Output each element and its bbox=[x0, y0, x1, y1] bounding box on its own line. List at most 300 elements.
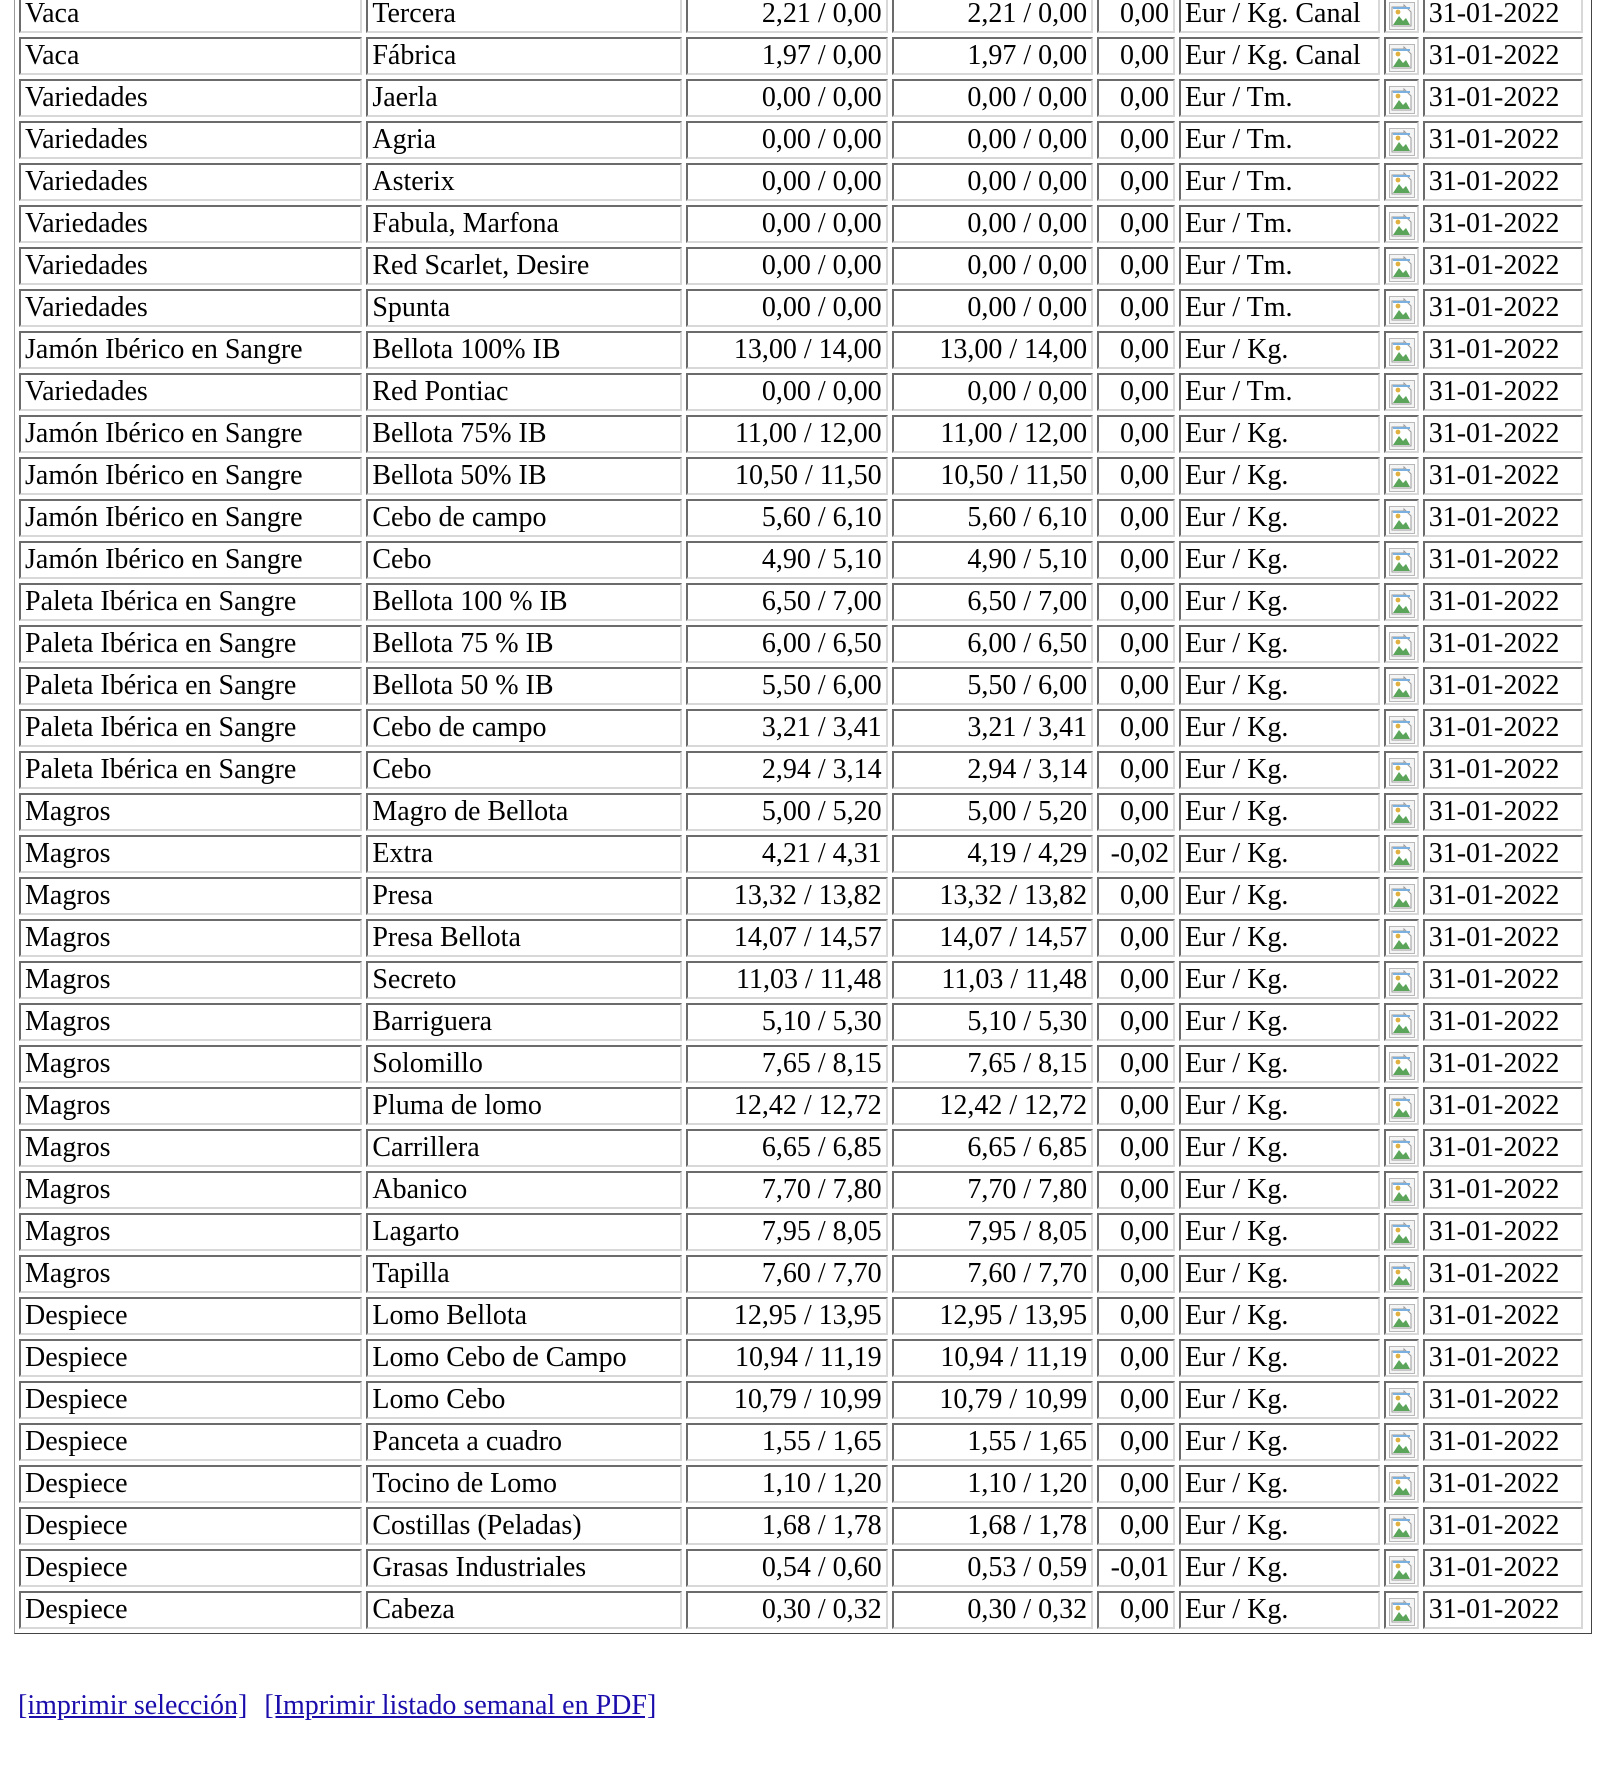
sector-cell: Magros bbox=[19, 877, 362, 915]
sector-cell: Despiece bbox=[19, 1465, 362, 1503]
table-row bbox=[19, 1213, 1583, 1251]
chart-image-cell[interactable] bbox=[1384, 793, 1418, 831]
chart-image-cell[interactable] bbox=[1384, 1381, 1418, 1419]
date-cell: 31-01-2022 bbox=[1423, 1171, 1583, 1209]
difference-cell: 0,00 bbox=[1097, 1213, 1175, 1251]
broken-image-icon[interactable] bbox=[1389, 590, 1415, 618]
difference-cell: 0,00 bbox=[1097, 1129, 1175, 1167]
broken-image-icon[interactable] bbox=[1389, 170, 1415, 198]
product-cell: Costillas (Peladas) bbox=[366, 1507, 682, 1545]
previous-price-cell: 0,00 / 0,00 bbox=[686, 163, 887, 201]
broken-image-icon[interactable] bbox=[1389, 2, 1415, 30]
chart-image-cell[interactable] bbox=[1384, 0, 1418, 33]
broken-image-icon[interactable] bbox=[1389, 758, 1415, 786]
product-cell: Magro de Bellota bbox=[366, 793, 682, 831]
unit-cell: Eur / Kg. bbox=[1179, 835, 1380, 873]
table-row bbox=[19, 79, 1583, 117]
broken-image-icon[interactable] bbox=[1389, 632, 1415, 660]
product-cell: Bellota 75 % IB bbox=[366, 625, 682, 663]
table-row bbox=[19, 121, 1583, 159]
difference-cell: 0,00 bbox=[1097, 625, 1175, 663]
chart-image-cell[interactable] bbox=[1384, 919, 1418, 957]
product-cell: Lomo Cebo de Campo bbox=[366, 1339, 682, 1377]
previous-price-cell: 6,65 / 6,85 bbox=[686, 1129, 887, 1167]
broken-image-icon[interactable] bbox=[1389, 674, 1415, 702]
date-cell: 31-01-2022 bbox=[1423, 499, 1583, 537]
previous-price-cell: 0,00 / 0,00 bbox=[686, 79, 887, 117]
chart-image-cell[interactable] bbox=[1384, 415, 1418, 453]
sector-cell: Vaca bbox=[19, 0, 362, 33]
difference-cell: 0,00 bbox=[1097, 751, 1175, 789]
previous-price-cell: 4,21 / 4,31 bbox=[686, 835, 887, 873]
broken-image-icon[interactable] bbox=[1389, 254, 1415, 282]
chart-image-cell[interactable] bbox=[1384, 1045, 1418, 1083]
previous-price-cell: 0,00 / 0,00 bbox=[686, 205, 887, 243]
current-price-cell: 2,21 / 0,00 bbox=[892, 0, 1093, 33]
unit-cell: Eur / Kg. bbox=[1179, 1465, 1380, 1503]
unit-cell: Eur / Kg. bbox=[1179, 1507, 1380, 1545]
broken-image-icon[interactable] bbox=[1389, 1136, 1415, 1164]
chart-image-cell[interactable] bbox=[1384, 499, 1418, 537]
table-row bbox=[19, 1381, 1583, 1419]
chart-image-cell[interactable] bbox=[1384, 1213, 1418, 1251]
previous-price-cell: 0,00 / 0,00 bbox=[686, 247, 887, 285]
unit-cell: Eur / Kg. bbox=[1179, 415, 1380, 453]
chart-image-cell[interactable] bbox=[1384, 1339, 1418, 1377]
table-row bbox=[19, 37, 1583, 75]
chart-image-cell[interactable] bbox=[1384, 1465, 1418, 1503]
product-cell: Bellota 50 % IB bbox=[366, 667, 682, 705]
table-row bbox=[19, 793, 1583, 831]
chart-image-cell[interactable] bbox=[1384, 541, 1418, 579]
sector-cell: Paleta Ibérica en Sangre bbox=[19, 751, 362, 789]
current-price-cell: 5,50 / 6,00 bbox=[892, 667, 1093, 705]
broken-image-icon[interactable] bbox=[1389, 884, 1415, 912]
chart-image-cell[interactable] bbox=[1384, 1507, 1418, 1545]
current-price-cell: 7,60 / 7,70 bbox=[892, 1255, 1093, 1293]
table-row bbox=[19, 1129, 1583, 1167]
current-price-cell: 11,00 / 12,00 bbox=[892, 415, 1093, 453]
sector-cell: Jamón Ibérico en Sangre bbox=[19, 415, 362, 453]
date-cell: 31-01-2022 bbox=[1423, 247, 1583, 285]
table-row bbox=[19, 457, 1583, 495]
difference-cell: 0,00 bbox=[1097, 1591, 1175, 1629]
broken-image-icon[interactable] bbox=[1389, 86, 1415, 114]
difference-cell: 0,00 bbox=[1097, 247, 1175, 285]
chart-image-cell[interactable] bbox=[1384, 289, 1418, 327]
previous-price-cell: 10,94 / 11,19 bbox=[686, 1339, 887, 1377]
previous-price-cell: 4,90 / 5,10 bbox=[686, 541, 887, 579]
prices-table-container bbox=[14, 0, 1592, 1634]
product-cell: Bellota 75% IB bbox=[366, 415, 682, 453]
broken-image-icon[interactable] bbox=[1389, 128, 1415, 156]
current-price-cell: 10,79 / 10,99 bbox=[892, 1381, 1093, 1419]
unit-cell: Eur / Kg. Canal bbox=[1179, 37, 1380, 75]
sector-cell: Vaca bbox=[19, 37, 362, 75]
table-row bbox=[19, 1297, 1583, 1335]
broken-image-icon[interactable] bbox=[1389, 338, 1415, 366]
previous-price-cell: 13,32 / 13,82 bbox=[686, 877, 887, 915]
sector-cell: Variedades bbox=[19, 121, 362, 159]
chart-image-cell[interactable] bbox=[1384, 1591, 1418, 1629]
broken-image-icon[interactable] bbox=[1389, 506, 1415, 534]
current-price-cell: 2,94 / 3,14 bbox=[892, 751, 1093, 789]
sector-cell: Jamón Ibérico en Sangre bbox=[19, 541, 362, 579]
current-price-cell: 0,00 / 0,00 bbox=[892, 121, 1093, 159]
product-cell: Lomo Bellota bbox=[366, 1297, 682, 1335]
previous-price-cell: 13,00 / 14,00 bbox=[686, 331, 887, 369]
prices-table bbox=[15, 0, 1587, 1633]
current-price-cell: 10,50 / 11,50 bbox=[892, 457, 1093, 495]
sector-cell: Jamón Ibérico en Sangre bbox=[19, 457, 362, 495]
broken-image-icon[interactable] bbox=[1389, 380, 1415, 408]
chart-image-cell[interactable] bbox=[1384, 877, 1418, 915]
sector-cell: Despiece bbox=[19, 1297, 362, 1335]
product-cell: Secreto bbox=[366, 961, 682, 999]
difference-cell: 0,00 bbox=[1097, 289, 1175, 327]
chart-image-cell[interactable] bbox=[1384, 1423, 1418, 1461]
broken-image-icon[interactable] bbox=[1389, 212, 1415, 240]
print-weekly-pdf-link[interactable]: [Imprimir listado semanal en PDF] bbox=[264, 1690, 657, 1721]
difference-cell: 0,00 bbox=[1097, 541, 1175, 579]
broken-image-icon[interactable] bbox=[1389, 1430, 1415, 1458]
table-row bbox=[19, 1171, 1583, 1209]
current-price-cell: 0,00 / 0,00 bbox=[892, 163, 1093, 201]
chart-image-cell[interactable] bbox=[1384, 1003, 1418, 1041]
table-row bbox=[19, 751, 1583, 789]
difference-cell: 0,00 bbox=[1097, 1087, 1175, 1125]
prices-table-body bbox=[19, 0, 1583, 1629]
sector-cell: Magros bbox=[19, 1087, 362, 1125]
table-row bbox=[19, 709, 1583, 747]
previous-price-cell: 10,79 / 10,99 bbox=[686, 1381, 887, 1419]
broken-image-icon[interactable] bbox=[1389, 1598, 1415, 1626]
broken-image-icon[interactable] bbox=[1389, 842, 1415, 870]
product-cell: Cebo bbox=[366, 541, 682, 579]
broken-image-icon[interactable] bbox=[1389, 1304, 1415, 1332]
product-cell: Bellota 100 % IB bbox=[366, 583, 682, 621]
unit-cell: Eur / Kg. bbox=[1179, 1423, 1380, 1461]
unit-cell: Eur / Kg. bbox=[1179, 541, 1380, 579]
date-cell: 31-01-2022 bbox=[1423, 625, 1583, 663]
chart-image-cell[interactable] bbox=[1384, 835, 1418, 873]
product-cell: Red Pontiac bbox=[366, 373, 682, 411]
broken-image-icon[interactable] bbox=[1389, 296, 1415, 324]
product-cell: Jaerla bbox=[366, 79, 682, 117]
current-price-cell: 1,10 / 1,20 bbox=[892, 1465, 1093, 1503]
date-cell: 31-01-2022 bbox=[1423, 1213, 1583, 1251]
current-price-cell: 4,90 / 5,10 bbox=[892, 541, 1093, 579]
broken-image-icon[interactable] bbox=[1389, 1094, 1415, 1122]
broken-image-icon[interactable] bbox=[1389, 422, 1415, 450]
table-row bbox=[19, 1549, 1583, 1587]
chart-image-cell[interactable] bbox=[1384, 961, 1418, 999]
previous-price-cell: 1,55 / 1,65 bbox=[686, 1423, 887, 1461]
chart-image-cell[interactable] bbox=[1384, 37, 1418, 75]
current-price-cell: 3,21 / 3,41 bbox=[892, 709, 1093, 747]
product-cell: Extra bbox=[366, 835, 682, 873]
chart-image-cell[interactable] bbox=[1384, 1129, 1418, 1167]
current-price-cell: 7,70 / 7,80 bbox=[892, 1171, 1093, 1209]
sector-cell: Magros bbox=[19, 1171, 362, 1209]
product-cell: Panceta a cuadro bbox=[366, 1423, 682, 1461]
date-cell: 31-01-2022 bbox=[1423, 667, 1583, 705]
sector-cell: Variedades bbox=[19, 163, 362, 201]
date-cell: 31-01-2022 bbox=[1423, 79, 1583, 117]
previous-price-cell: 1,97 / 0,00 bbox=[686, 37, 887, 75]
sector-cell: Variedades bbox=[19, 289, 362, 327]
date-cell: 31-01-2022 bbox=[1423, 1129, 1583, 1167]
table-row bbox=[19, 0, 1583, 33]
broken-image-icon[interactable] bbox=[1389, 1262, 1415, 1290]
date-cell: 31-01-2022 bbox=[1423, 1045, 1583, 1083]
date-cell: 31-01-2022 bbox=[1423, 961, 1583, 999]
date-cell: 31-01-2022 bbox=[1423, 541, 1583, 579]
chart-image-cell[interactable] bbox=[1384, 163, 1418, 201]
footer-links bbox=[18, 1690, 656, 1722]
table-row bbox=[19, 1087, 1583, 1125]
chart-image-cell[interactable] bbox=[1384, 1171, 1418, 1209]
broken-image-icon[interactable] bbox=[1389, 1556, 1415, 1584]
unit-cell: Eur / Kg. bbox=[1179, 961, 1380, 999]
previous-price-cell: 12,42 / 12,72 bbox=[686, 1087, 887, 1125]
chart-image-cell[interactable] bbox=[1384, 1255, 1418, 1293]
broken-image-icon[interactable] bbox=[1389, 1472, 1415, 1500]
broken-image-icon[interactable] bbox=[1389, 464, 1415, 492]
broken-image-icon[interactable] bbox=[1389, 1514, 1415, 1542]
unit-cell: Eur / Kg. bbox=[1179, 667, 1380, 705]
previous-price-cell: 5,10 / 5,30 bbox=[686, 1003, 887, 1041]
sector-cell: Despiece bbox=[19, 1339, 362, 1377]
chart-image-cell[interactable] bbox=[1384, 205, 1418, 243]
chart-image-cell[interactable] bbox=[1384, 709, 1418, 747]
sector-cell: Magros bbox=[19, 793, 362, 831]
broken-image-icon[interactable] bbox=[1389, 716, 1415, 744]
difference-cell: 0,00 bbox=[1097, 121, 1175, 159]
chart-image-cell[interactable] bbox=[1384, 457, 1418, 495]
unit-cell: Eur / Kg. bbox=[1179, 919, 1380, 957]
chart-image-cell[interactable] bbox=[1384, 247, 1418, 285]
difference-cell: 0,00 bbox=[1097, 1255, 1175, 1293]
product-cell: Carrillera bbox=[366, 1129, 682, 1167]
chart-image-cell[interactable] bbox=[1384, 1087, 1418, 1125]
difference-cell: 0,00 bbox=[1097, 415, 1175, 453]
current-price-cell: 11,03 / 11,48 bbox=[892, 961, 1093, 999]
product-cell: Solomillo bbox=[366, 1045, 682, 1083]
date-cell: 31-01-2022 bbox=[1423, 1381, 1583, 1419]
sector-cell: Magros bbox=[19, 919, 362, 957]
difference-cell: 0,00 bbox=[1097, 373, 1175, 411]
chart-image-cell[interactable] bbox=[1384, 667, 1418, 705]
unit-cell: Eur / Kg. bbox=[1179, 1255, 1380, 1293]
previous-price-cell: 0,00 / 0,00 bbox=[686, 373, 887, 411]
sector-cell: Magros bbox=[19, 1255, 362, 1293]
difference-cell: 0,00 bbox=[1097, 709, 1175, 747]
product-cell: Agria bbox=[366, 121, 682, 159]
table-row bbox=[19, 1045, 1583, 1083]
sector-cell: Despiece bbox=[19, 1507, 362, 1545]
current-price-cell: 5,00 / 5,20 bbox=[892, 793, 1093, 831]
table-row bbox=[19, 1003, 1583, 1041]
unit-cell: Eur / Kg. bbox=[1179, 1087, 1380, 1125]
chart-image-cell[interactable] bbox=[1384, 751, 1418, 789]
date-cell: 31-01-2022 bbox=[1423, 121, 1583, 159]
date-cell: 31-01-2022 bbox=[1423, 373, 1583, 411]
table-row bbox=[19, 499, 1583, 537]
difference-cell: 0,00 bbox=[1097, 205, 1175, 243]
table-row bbox=[19, 541, 1583, 579]
table-row bbox=[19, 625, 1583, 663]
difference-cell: 0,00 bbox=[1097, 163, 1175, 201]
unit-cell: Eur / Kg. bbox=[1179, 1129, 1380, 1167]
previous-price-cell: 0,30 / 0,32 bbox=[686, 1591, 887, 1629]
previous-price-cell: 7,95 / 8,05 bbox=[686, 1213, 887, 1251]
previous-price-cell: 7,65 / 8,15 bbox=[686, 1045, 887, 1083]
chart-image-cell[interactable] bbox=[1384, 625, 1418, 663]
date-cell: 31-01-2022 bbox=[1423, 877, 1583, 915]
date-cell: 31-01-2022 bbox=[1423, 1255, 1583, 1293]
previous-price-cell: 2,94 / 3,14 bbox=[686, 751, 887, 789]
unit-cell: Eur / Kg. bbox=[1179, 583, 1380, 621]
product-cell: Fabula, Marfona bbox=[366, 205, 682, 243]
date-cell: 31-01-2022 bbox=[1423, 793, 1583, 831]
current-price-cell: 1,55 / 1,65 bbox=[892, 1423, 1093, 1461]
previous-price-cell: 10,50 / 11,50 bbox=[686, 457, 887, 495]
unit-cell: Eur / Kg. bbox=[1179, 793, 1380, 831]
chart-image-cell[interactable] bbox=[1384, 121, 1418, 159]
unit-cell: Eur / Tm. bbox=[1179, 163, 1380, 201]
table-row bbox=[19, 289, 1583, 327]
broken-image-icon[interactable] bbox=[1389, 1052, 1415, 1080]
broken-image-icon[interactable] bbox=[1389, 1346, 1415, 1374]
previous-price-cell: 12,95 / 13,95 bbox=[686, 1297, 887, 1335]
date-cell: 31-01-2022 bbox=[1423, 163, 1583, 201]
sector-cell: Paleta Ibérica en Sangre bbox=[19, 667, 362, 705]
previous-price-cell: 0,54 / 0,60 bbox=[686, 1549, 887, 1587]
sector-cell: Magros bbox=[19, 835, 362, 873]
current-price-cell: 12,42 / 12,72 bbox=[892, 1087, 1093, 1125]
previous-price-cell: 3,21 / 3,41 bbox=[686, 709, 887, 747]
current-price-cell: 1,97 / 0,00 bbox=[892, 37, 1093, 75]
date-cell: 31-01-2022 bbox=[1423, 1465, 1583, 1503]
date-cell: 31-01-2022 bbox=[1423, 709, 1583, 747]
date-cell: 31-01-2022 bbox=[1423, 37, 1583, 75]
difference-cell: -0,02 bbox=[1097, 835, 1175, 873]
sector-cell: Magros bbox=[19, 1003, 362, 1041]
difference-cell: 0,00 bbox=[1097, 331, 1175, 369]
broken-image-icon[interactable] bbox=[1389, 1388, 1415, 1416]
sector-cell: Variedades bbox=[19, 247, 362, 285]
table-row bbox=[19, 919, 1583, 957]
broken-image-icon[interactable] bbox=[1389, 968, 1415, 996]
broken-image-icon[interactable] bbox=[1389, 1178, 1415, 1206]
unit-cell: Eur / Kg. bbox=[1179, 1045, 1380, 1083]
unit-cell: Eur / Kg. bbox=[1179, 1171, 1380, 1209]
previous-price-cell: 6,00 / 6,50 bbox=[686, 625, 887, 663]
unit-cell: Eur / Kg. bbox=[1179, 331, 1380, 369]
difference-cell: 0,00 bbox=[1097, 667, 1175, 705]
current-price-cell: 7,65 / 8,15 bbox=[892, 1045, 1093, 1083]
current-price-cell: 4,19 / 4,29 bbox=[892, 835, 1093, 873]
current-price-cell: 6,50 / 7,00 bbox=[892, 583, 1093, 621]
table-row bbox=[19, 1507, 1583, 1545]
table-row bbox=[19, 163, 1583, 201]
previous-price-cell: 0,00 / 0,00 bbox=[686, 121, 887, 159]
difference-cell: 0,00 bbox=[1097, 1171, 1175, 1209]
unit-cell: Eur / Tm. bbox=[1179, 373, 1380, 411]
broken-image-icon[interactable] bbox=[1389, 44, 1415, 72]
broken-image-icon[interactable] bbox=[1389, 1010, 1415, 1038]
previous-price-cell: 5,50 / 6,00 bbox=[686, 667, 887, 705]
print-selection-link[interactable]: [imprimir selección] bbox=[18, 1690, 248, 1721]
current-price-cell: 13,00 / 14,00 bbox=[892, 331, 1093, 369]
sector-cell: Jamón Ibérico en Sangre bbox=[19, 499, 362, 537]
sector-cell: Variedades bbox=[19, 79, 362, 117]
current-price-cell: 10,94 / 11,19 bbox=[892, 1339, 1093, 1377]
unit-cell: Eur / Kg. bbox=[1179, 1339, 1380, 1377]
current-price-cell: 5,10 / 5,30 bbox=[892, 1003, 1093, 1041]
difference-cell: 0,00 bbox=[1097, 1297, 1175, 1335]
product-cell: Pluma de lomo bbox=[366, 1087, 682, 1125]
table-row bbox=[19, 415, 1583, 453]
difference-cell: 0,00 bbox=[1097, 961, 1175, 999]
table-row bbox=[19, 205, 1583, 243]
date-cell: 31-01-2022 bbox=[1423, 457, 1583, 495]
unit-cell: Eur / Kg. bbox=[1179, 1297, 1380, 1335]
broken-image-icon[interactable] bbox=[1389, 548, 1415, 576]
sector-cell: Paleta Ibérica en Sangre bbox=[19, 709, 362, 747]
previous-price-cell: 11,03 / 11,48 bbox=[686, 961, 887, 999]
table-row bbox=[19, 247, 1583, 285]
broken-image-icon[interactable] bbox=[1389, 1220, 1415, 1248]
chart-image-cell[interactable] bbox=[1384, 583, 1418, 621]
broken-image-icon[interactable] bbox=[1389, 926, 1415, 954]
current-price-cell: 6,00 / 6,50 bbox=[892, 625, 1093, 663]
chart-image-cell[interactable] bbox=[1384, 1297, 1418, 1335]
previous-price-cell: 6,50 / 7,00 bbox=[686, 583, 887, 621]
product-cell: Lagarto bbox=[366, 1213, 682, 1251]
sector-cell: Magros bbox=[19, 1129, 362, 1167]
chart-image-cell[interactable] bbox=[1384, 331, 1418, 369]
unit-cell: Eur / Kg. bbox=[1179, 877, 1380, 915]
current-price-cell: 6,65 / 6,85 bbox=[892, 1129, 1093, 1167]
unit-cell: Eur / Kg. Canal bbox=[1179, 0, 1380, 33]
current-price-cell: 5,60 / 6,10 bbox=[892, 499, 1093, 537]
product-cell: Bellota 100% IB bbox=[366, 331, 682, 369]
chart-image-cell[interactable] bbox=[1384, 79, 1418, 117]
chart-image-cell[interactable] bbox=[1384, 1549, 1418, 1587]
current-price-cell: 12,95 / 13,95 bbox=[892, 1297, 1093, 1335]
current-price-cell: 0,00 / 0,00 bbox=[892, 79, 1093, 117]
date-cell: 31-01-2022 bbox=[1423, 331, 1583, 369]
current-price-cell: 0,00 / 0,00 bbox=[892, 205, 1093, 243]
difference-cell: 0,00 bbox=[1097, 1381, 1175, 1419]
date-cell: 31-01-2022 bbox=[1423, 1507, 1583, 1545]
date-cell: 31-01-2022 bbox=[1423, 205, 1583, 243]
current-price-cell: 0,00 / 0,00 bbox=[892, 373, 1093, 411]
product-cell: Cabeza bbox=[366, 1591, 682, 1629]
current-price-cell: 14,07 / 14,57 bbox=[892, 919, 1093, 957]
table-row bbox=[19, 1423, 1583, 1461]
difference-cell: 0,00 bbox=[1097, 1423, 1175, 1461]
chart-image-cell[interactable] bbox=[1384, 373, 1418, 411]
unit-cell: Eur / Tm. bbox=[1179, 121, 1380, 159]
unit-cell: Eur / Kg. bbox=[1179, 1381, 1380, 1419]
sector-cell: Variedades bbox=[19, 205, 362, 243]
product-cell: Asterix bbox=[366, 163, 682, 201]
product-cell: Tapilla bbox=[366, 1255, 682, 1293]
broken-image-icon[interactable] bbox=[1389, 800, 1415, 828]
